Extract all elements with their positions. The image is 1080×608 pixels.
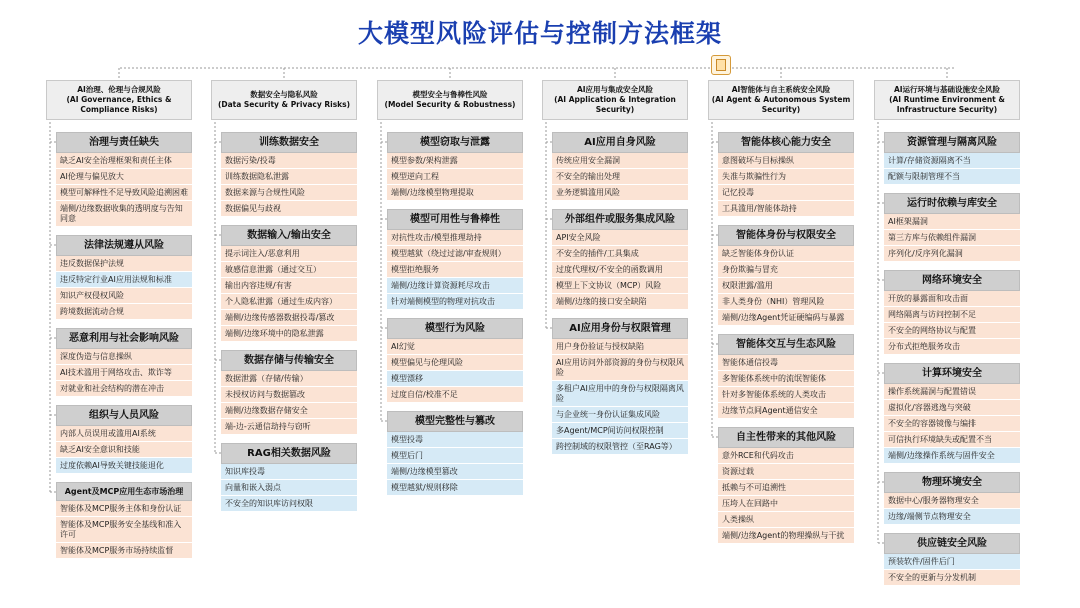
group-header: 恶意利用与社会影响风险 [56,328,192,349]
risk-item: API安全风险 [552,230,688,246]
page-title: 大模型风险评估与控制方法框架 [357,19,722,48]
risk-item: 不安全的插件/工具集成 [552,246,688,262]
risk-item: 可信执行环境缺失或配置不当 [884,432,1020,448]
risk-item: 过度依赖AI导致关键技能退化 [56,458,192,474]
risk-item: 多租户AI应用中的身份与权限隔离风险 [552,381,688,407]
risk-item: 抵赖与不可追溯性 [718,480,854,496]
risk-item: 人类操纵 [718,512,854,528]
risk-item: AI伦理与偏见放大 [56,169,192,185]
risk-item: 工具滥用/智能体劫持 [718,201,854,217]
risk-item: 虚拟化/容器逃逸与突破 [884,400,1020,416]
risk-group [718,334,854,419]
risk-item: 数据污染/投毒 [221,153,357,169]
risk-group [718,225,854,326]
risk-item: 过度自信/校准不足 [387,387,523,403]
risk-item: 数据中心/服务器物理安全 [884,493,1020,509]
risk-group [56,405,192,474]
risk-item: 端-边-云通信劫持与窃听 [221,419,357,435]
group-header: 物理环境安全 [884,472,1020,493]
risk-group [552,132,688,201]
risk-item: 失准与欺骗性行为 [718,169,854,185]
column-header [874,80,1020,120]
risk-item: 不安全的网络协议与配置 [884,323,1020,339]
group-header: 组织与人员风险 [56,405,192,426]
risk-item: 缺乏智能体身份认证 [718,246,854,262]
group-header: 网络环境安全 [884,270,1020,291]
column-title-en: (Data Security & Privacy Risks) [217,100,351,109]
column-title-zh: 数据安全与隐私风险 [250,90,318,99]
risk-item: 模型投毒 [387,432,523,448]
risk-column [874,80,1020,586]
risk-item: 模型漂移 [387,371,523,387]
risk-column [211,80,357,512]
risk-item: 过度代理权/不安全的函数调用 [552,262,688,278]
risk-item: 模型拒绝服务 [387,262,523,278]
risk-item: 端侧/边缘传感器数据投毒/篡改 [221,310,357,326]
group-header: 资源管理与隔离风险 [884,132,1020,153]
group-header: 模型可用性与鲁棒性 [387,209,523,230]
column-header [46,80,192,120]
risk-item: 提示词注入/恶意利用 [221,246,357,262]
group-header: AI应用自身风险 [552,132,688,153]
group-header: 训练数据安全 [221,132,357,153]
risk-item: 模型可解释性不足导致风险追溯困难 [56,185,192,201]
risk-group [884,270,1020,355]
group-header: 供应链安全风险 [884,533,1020,554]
risk-item: 非人类身份（NHI）管理风险 [718,294,854,310]
risk-item: 知识库投毒 [221,464,357,480]
risk-item: 模型参数/架构泄露 [387,153,523,169]
risk-group [56,235,192,320]
risk-item: 边缘/端侧节点物理安全 [884,509,1020,525]
risk-item: 针对多智能体系统的人类攻击 [718,387,854,403]
risk-item: 不安全的更新与分发机制 [884,570,1020,586]
group-header: Agent及MCP应用生态市场治理 [56,482,192,501]
group-header: 外部组件或服务集成风险 [552,209,688,230]
group-header: 运行时依赖与库安全 [884,193,1020,214]
risk-column [542,80,688,455]
risk-group [718,132,854,217]
risk-item: 模型后门 [387,448,523,464]
column-header [708,80,854,120]
group-header: 计算环境安全 [884,363,1020,384]
risk-item: 端侧/边缘数据收集的透明度与告知同意 [56,201,192,227]
group-header: 模型行为风险 [387,318,523,339]
risk-item: 开放的暴露面和攻击面 [884,291,1020,307]
group-header: 数据存储与传输安全 [221,350,357,371]
risk-item: 端侧/边缘Agent的物理操纵与干扰 [718,528,854,544]
risk-item: 违反数据保护法规 [56,256,192,272]
risk-item: 违反特定行业AI应用法规和标准 [56,272,192,288]
risk-group [221,132,357,217]
risk-item: 模型越狱/规则移除 [387,480,523,496]
risk-group [221,443,357,512]
risk-group [387,318,523,403]
risk-item: 分布式拒绝服务攻击 [884,339,1020,355]
risk-item: 计算/存储资源隔离不当 [884,153,1020,169]
risk-group [718,427,854,544]
risk-group [56,328,192,397]
column-title-zh: 模型安全与鲁棒性风险 [412,90,488,99]
group-header: AI应用身份与权限管理 [552,318,688,339]
group-header: RAG相关数据风险 [221,443,357,464]
column-title-zh: AI治理、伦理与合规风险 [77,85,161,94]
risk-item: 身份欺骗与冒充 [718,262,854,278]
risk-group [552,318,688,455]
column-title-en: (AI Application & Integration Security) [554,95,676,114]
column-title-en: (AI Runtime Environment & Infrastructure Security) [889,95,1005,114]
risk-item: 缺乏AI安全治理框架和责任主体 [56,153,192,169]
risk-item: 针对端侧模型的物理对抗攻击 [387,294,523,310]
column-header [211,80,357,120]
risk-item: 输出内容违规/有害 [221,278,357,294]
group-header: 自主性带来的其他风险 [718,427,854,448]
risk-item: AI框架漏洞 [884,214,1020,230]
risk-item: 端侧/边缘操作系统与固件安全 [884,448,1020,464]
risk-item: 意外RCE和代码攻击 [718,448,854,464]
risk-item: 资源过载 [718,464,854,480]
risk-group [552,209,688,310]
column-title-en: (AI Governance, Ethics & Compliance Risks) [66,95,172,114]
risk-item: 用户身份验证与授权缺陷 [552,339,688,355]
risk-item: 跨境数据流动合规 [56,304,192,320]
risk-item: 知识产权侵权风险 [56,288,192,304]
risk-item: 不安全的容器镜像与编排 [884,416,1020,432]
risk-item: 内部人员误用或滥用AI系统 [56,426,192,442]
risk-item: 向量和嵌入弱点 [221,480,357,496]
risk-item: 智能体通信投毒 [718,355,854,371]
risk-item: 不安全的知识库访问权限 [221,496,357,512]
risk-item: 对就业和社会结构的潜在冲击 [56,381,192,397]
group-header: 数据输入/输出安全 [221,225,357,246]
risk-item: 未授权访问与数据篡改 [221,387,357,403]
risk-column [46,80,192,559]
risk-item: 数据来源与合规性风险 [221,185,357,201]
risk-group [884,193,1020,262]
risk-group [884,132,1020,185]
risk-item: 数据偏见与歧视 [221,201,357,217]
risk-item: 对抗性攻击/模型推理劫持 [387,230,523,246]
risk-item: 智能体及MCP服务市场持续监督 [56,543,192,559]
risk-group [221,225,357,342]
risk-group [387,411,523,496]
column-title-zh: AI应用与集成安全风险 [576,85,654,94]
risk-group [56,132,192,227]
risk-item: 端侧/边缘模型篡改 [387,464,523,480]
risk-item: 敏感信息泄露（通过交互） [221,262,357,278]
risk-group [387,132,523,201]
document-box-icon [711,55,731,75]
risk-item: 边缘节点间Agent通信安全 [718,403,854,419]
risk-item: 数据泄露（存储/传输） [221,371,357,387]
risk-column [377,80,523,496]
risk-item: 序列化/反序列化漏洞 [884,246,1020,262]
column-header [377,80,523,120]
risk-item: 深度伪造与信息操纵 [56,349,192,365]
risk-item: 模型越狱（绕过过滤/审查规则） [387,246,523,262]
risk-item: 智能体及MCP服务安全基线和准入许可 [56,517,192,543]
group-header: 模型窃取与泄露 [387,132,523,153]
risk-item: 跨控制域的权限管控（至RAG等） [552,439,688,455]
risk-item: AI应用访问外部资源的身份与权限风险 [552,355,688,381]
group-header: 模型完整性与篡改 [387,411,523,432]
risk-item: 模型偏见与伦理风险 [387,355,523,371]
risk-item: AI幻觉 [387,339,523,355]
risk-item: 端侧/边缘Agent凭证硬编码与暴露 [718,310,854,326]
risk-item: 缺乏AI安全意识和技能 [56,442,192,458]
risk-item: 端侧/边缘数据存储安全 [221,403,357,419]
group-header: 智能体交互与生态风险 [718,334,854,355]
risk-item: 个人隐私泄露（通过生成内容） [221,294,357,310]
column-header [542,80,688,120]
risk-group [387,209,523,310]
risk-group [884,363,1020,464]
risk-group [884,533,1020,586]
risk-group [221,350,357,435]
column-title-en: (Model Security & Robustness) [384,100,516,109]
risk-group [56,482,192,559]
risk-item: 多智能体系统中的流氓智能体 [718,371,854,387]
group-header: 智能体身份与权限安全 [718,225,854,246]
group-header: 智能体核心能力安全 [718,132,854,153]
group-header: 治理与责任缺失 [56,132,192,153]
risk-column [708,80,854,544]
risk-item: 与企业统一身份认证集成风险 [552,407,688,423]
risk-item: 训练数据隐私泄露 [221,169,357,185]
risk-item: 端侧/边缘环境中的隐私泄露 [221,326,357,342]
risk-item: 网络隔离与访问控制不足 [884,307,1020,323]
risk-item: 模型上下文协议（MCP）风险 [552,278,688,294]
risk-item: 压垮人在回路中 [718,496,854,512]
risk-item: 端侧/边缘计算资源耗尽攻击 [387,278,523,294]
risk-item: 不安全的输出处理 [552,169,688,185]
risk-item: 智能体及MCP服务主体和身份认证 [56,501,192,517]
column-title-zh: AI运行环境与基础设施安全风险 [893,85,1001,94]
risk-item: 模型逆向工程 [387,169,523,185]
risk-item: 意图破坏与目标操纵 [718,153,854,169]
group-header: 法律法规遵从风险 [56,235,192,256]
risk-item: 传统应用安全漏洞 [552,153,688,169]
risk-item: 端侧/边缘模型物理提取 [387,185,523,201]
risk-item: 端侧/边缘的接口安全缺陷 [552,294,688,310]
risk-item: AI技术滥用于网络攻击、欺诈等 [56,365,192,381]
risk-item: 权限泄露/滥用 [718,278,854,294]
risk-item: 配额与限制管理不当 [884,169,1020,185]
column-title-zh: AI智能体与自主系统安全风险 [731,85,831,94]
risk-item: 第三方库与依赖组件漏洞 [884,230,1020,246]
risk-item: 操作系统漏洞与配置错误 [884,384,1020,400]
risk-group [884,472,1020,525]
risk-item: 预装软件/固件后门 [884,554,1020,570]
risk-item: 多Agent/MCP间访问权限控制 [552,423,688,439]
risk-item: 记忆投毒 [718,185,854,201]
column-title-en: (AI Agent & Autonomous System Security) [711,95,851,114]
risk-item: 业务逻辑滥用风险 [552,185,688,201]
